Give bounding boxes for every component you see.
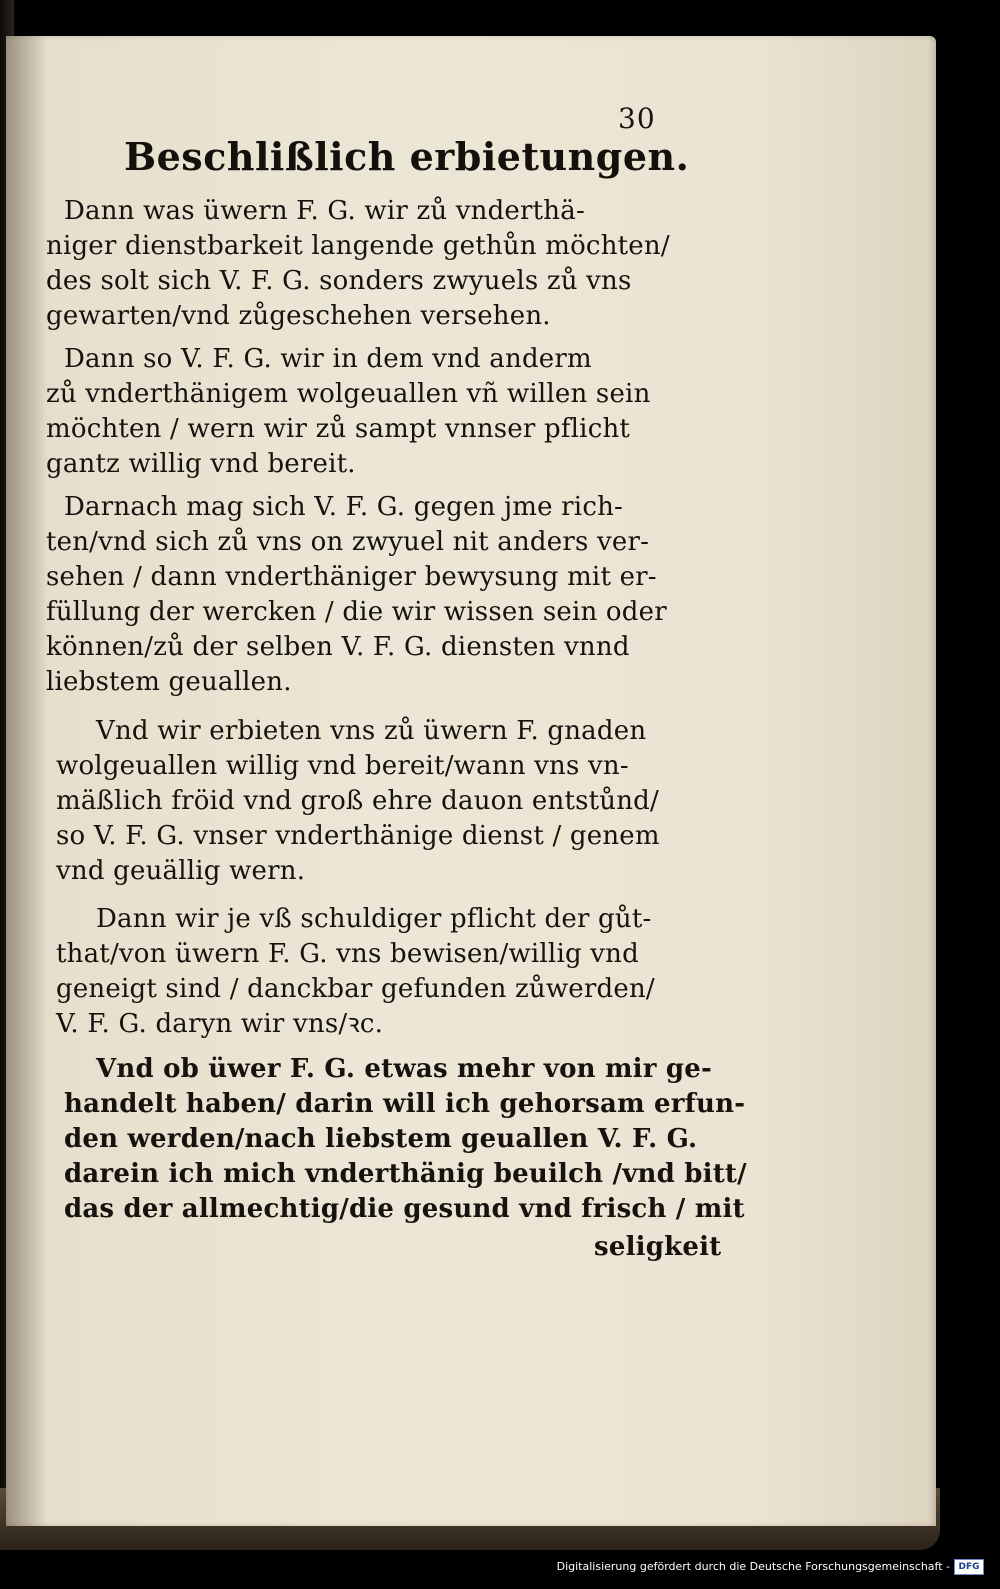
funding-credit: Digitalisierung gefördert durch die Deutsche Forschungsgemeinschaft - bbox=[556, 1560, 950, 1573]
page-heading: Beschlißlich erbietungen. bbox=[124, 134, 690, 179]
footer-bar bbox=[0, 1550, 1000, 1589]
text-line: Vnd ob üwer F. G. etwas mehr von mir ge- bbox=[96, 1054, 713, 1084]
catchword: seligkeit bbox=[594, 1232, 722, 1262]
text-line: sehen / dann vnderthäniger bewysung mit er- bbox=[46, 562, 657, 592]
text-line: liebstem geuallen. bbox=[46, 667, 292, 697]
text-line: niger dienstbarkeit langende gethůn möchten/ bbox=[46, 231, 670, 261]
gutter-shadow bbox=[6, 36, 46, 1526]
page-number: 30 bbox=[618, 102, 656, 135]
text-line: Dann was üwern F. G. wir zů vnderthä- bbox=[64, 196, 585, 226]
book-page bbox=[6, 36, 936, 1526]
text-line: that/von üwern F. G. vns bewisen/willig vnd bbox=[56, 939, 639, 969]
text-line: geneigt sind / danckbar gefunden zůwerden/ bbox=[56, 974, 655, 1004]
text-line: füllung der wercken / die wir wissen sein oder bbox=[46, 597, 667, 627]
text-line: des solt sich V. F. G. sonders zwyuels zů vns bbox=[46, 266, 632, 296]
text-line: den werden/nach liebstem geuallen V. F. G. bbox=[64, 1124, 698, 1154]
text-line: Darnach mag sich V. F. G. gegen jme rich- bbox=[64, 492, 624, 522]
text-line: können/zů der selben V. F. G. diensten vnnd bbox=[46, 632, 630, 662]
text-line: handelt haben/ darin will ich gehorsam erfun- bbox=[64, 1089, 746, 1119]
text-line: Dann wir je vß schuldiger pflicht der gůt- bbox=[96, 904, 652, 934]
text-line: möchten / wern wir zů sampt vnnser pflicht bbox=[46, 414, 631, 444]
text-line: Vnd wir erbieten vns zů üwern F. gnaden bbox=[96, 716, 647, 746]
dfg-logo: DFG bbox=[954, 1559, 984, 1575]
text-line: vnd geuällig wern. bbox=[56, 856, 306, 886]
text-line: das der allmechtig/die gesund vnd frisch / mit bbox=[64, 1194, 745, 1224]
text-line: gewarten/vnd zůgeschehen versehen. bbox=[46, 301, 551, 331]
text-line: so V. F. G. vnser vnderthänige dienst / genem bbox=[56, 821, 660, 851]
text-line: ten/vnd sich zů vns on zwyuel nit anders ver- bbox=[46, 527, 650, 557]
text-line: Dann so V. F. G. wir in dem vnd anderm bbox=[64, 344, 592, 374]
text-line: wolgeuallen willig vnd bereit/wann vns vn- bbox=[56, 751, 629, 781]
text-line: zů vnderthänigem wolgeuallen vñ willen sein bbox=[46, 379, 651, 409]
text-line: gantz willig vnd bereit. bbox=[46, 449, 356, 479]
text-line: mäßlich fröid vnd groß ehre dauon entstůnd/ bbox=[56, 786, 659, 816]
text-line: V. F. G. daryn wir vns/ꝛc. bbox=[56, 1009, 384, 1039]
text-line: darein ich mich vnderthänig beuilch /vnd bitt/ bbox=[64, 1159, 747, 1189]
